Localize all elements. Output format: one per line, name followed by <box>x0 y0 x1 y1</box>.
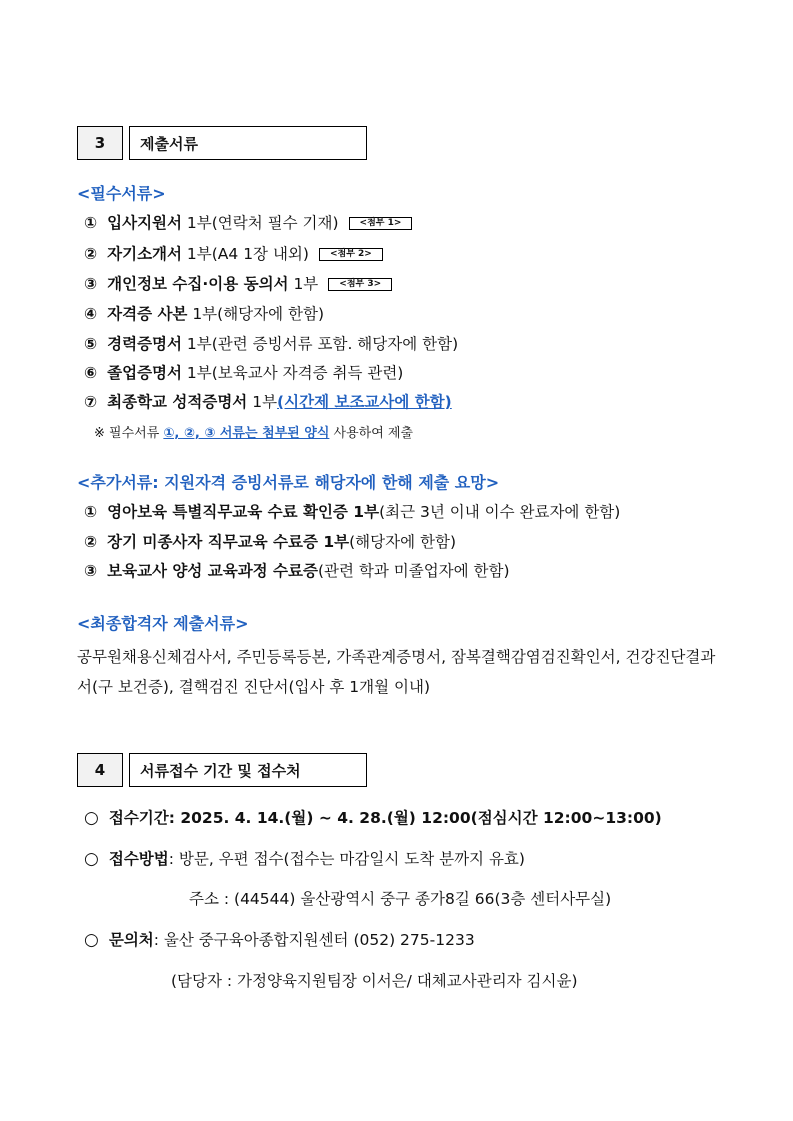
application-period <box>84 806 662 828</box>
item-mark: ② <box>84 533 98 551</box>
item-name: 자격증 사본 <box>107 305 188 323</box>
item-mark: ② <box>84 245 98 263</box>
item-name: 경력증명서 <box>107 335 182 353</box>
item-mark: ⑥ <box>84 364 98 382</box>
additional-item-2 <box>84 530 456 552</box>
required-item-3 <box>84 272 392 294</box>
item-mark: ① <box>84 503 98 521</box>
item-name: 최종학교 성적증명서 <box>107 393 248 411</box>
application-method <box>84 847 525 869</box>
circle-bullet-icon: ○ <box>84 808 99 828</box>
section-4-number: 4 <box>77 753 123 787</box>
contact-label: 문의처 <box>108 931 154 949</box>
additional-item-3 <box>84 559 510 581</box>
attachment-tag: <첨부 1> <box>349 217 413 230</box>
note-post: 사용하여 제출 <box>329 426 414 441</box>
final-docs-heading: <최종합격자 제출서류> <box>77 614 249 633</box>
item-name: 졸업증명서 <box>107 364 182 382</box>
contact-value: : 울산 중구육아종합지원센터 (052) 275-1233 <box>153 931 475 949</box>
additional-docs-heading: <추가서류: 지원자격 증빙서류로 해당자에 한해 제출 요망> <box>77 473 500 492</box>
required-item-5 <box>84 332 458 354</box>
required-item-4 <box>84 302 324 324</box>
final-docs-text: 공무원채용신체검사서, 주민등록등본, 가족관계증명서, 잠복결핵감염검진확인서, 건강진단결과서(구 보건증), 결핵검진 진단서(입사 후 1개월 이내) <box>77 648 716 696</box>
item-mark: ③ <box>84 275 98 293</box>
period-value: : 2025. 4. 14.(월) ~ 4. 28.(월) 12:00(점심시간 12:00~13:00) <box>168 809 662 827</box>
item-desc: 1부(보육교사 자격증 취득 관련) <box>182 364 404 382</box>
section-3-number: 3 <box>77 126 123 160</box>
item-name: 입사지원서 <box>107 214 182 232</box>
section-4-title: 서류접수 기간 및 접수처 <box>129 753 367 787</box>
required-item-6 <box>84 361 403 383</box>
contact-info <box>84 928 475 950</box>
item-desc: 1부(A4 1장 내외) <box>182 245 309 263</box>
item-name: 영아보육 특별직무교육 수료 확인증 1부 <box>107 503 380 521</box>
required-item-7 <box>84 390 452 412</box>
item-desc: (관련 학과 미졸업자에 한함) <box>317 562 510 580</box>
item-desc: (최근 3년 이내 이수 완료자에 한함) <box>379 503 621 521</box>
item-mark: ⑦ <box>84 393 98 411</box>
item-name: 개인정보 수집·이용 동의서 <box>107 275 289 293</box>
attachment-tag: <첨부 3> <box>328 278 392 291</box>
item-name: 장기 미종사자 직무교육 수료증 1부 <box>107 533 350 551</box>
address-line: 주소 : (44544) 울산광역시 중구 종가8길 66(3층 센터사무실) <box>189 890 612 908</box>
section-3-title: 제출서류 <box>129 126 367 160</box>
circle-bullet-icon: ○ <box>84 930 99 950</box>
required-docs-heading: <필수서류> <box>77 184 166 203</box>
item-desc: 1부(연락처 필수 기재) <box>182 214 339 232</box>
method-value: : 방문, 우편 접수(접수는 마감일시 도착 분까지 유효) <box>168 850 525 868</box>
circle-bullet-icon: ○ <box>84 849 99 869</box>
item-mark: ④ <box>84 305 98 323</box>
manager-line: (담당자 : 가정양육지원팀장 이서은/ 대체교사관리자 김시윤) <box>171 972 578 990</box>
item-mark: ⑤ <box>84 335 98 353</box>
method-label: 접수방법 <box>108 850 169 868</box>
required-item-2 <box>84 242 383 264</box>
item-mark: ③ <box>84 562 98 580</box>
item-desc: 1부(해당자에 한함) <box>187 305 325 323</box>
item-desc: 1부(관련 증빙서류 포함. 해당자에 한함) <box>182 335 459 353</box>
note-pre: ※ 필수서류 <box>94 426 164 441</box>
item-name: 자기소개서 <box>107 245 182 263</box>
required-item-1 <box>84 211 412 233</box>
item-name: 보육교사 양성 교육과정 수료증 <box>107 562 318 580</box>
period-label: 접수기간 <box>108 809 169 827</box>
note-emphasis: ①, ②, ③ 서류는 첨부된 양식 <box>163 426 330 441</box>
section-4-header <box>77 753 367 787</box>
item-mark: ① <box>84 214 98 232</box>
item-desc: (해당자에 한함) <box>349 533 456 551</box>
required-docs-note <box>94 422 413 441</box>
item-desc: 1부 <box>288 275 319 293</box>
item-emphasis: (시간제 보조교사에 한함) <box>277 393 452 411</box>
additional-item-1 <box>84 500 620 522</box>
item-desc: 1부 <box>247 393 278 411</box>
attachment-tag: <첨부 2> <box>319 248 383 261</box>
section-3-header <box>77 126 367 160</box>
